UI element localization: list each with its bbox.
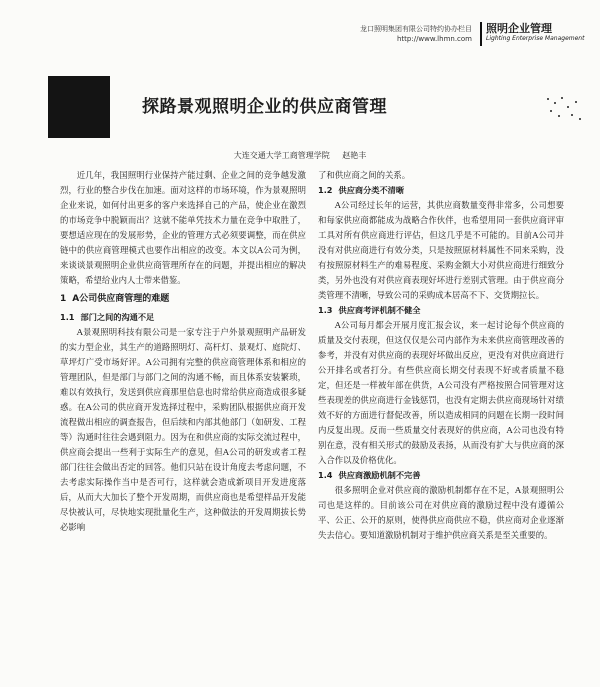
body-paragraph: A景观照明科技有限公司是一家专注于户外景观照明产品研发的实力型企业，其生产的道路照明灯、高杆灯、景观灯、庭院灯、草坪灯广受市场好评。A公司拥有完整的供应商管理体系和相应的管理团队，但是部门与部门之间的沟通不畅，而且体系安装繁琐，难以有效执行，发送到供应商那里信息也时常给供应商造成很多疑惑。在A公司的供应商开发选择过程中，采购团队根据供应商开发流程做出相应的调查报告，但后续和内部其他部门（如研发、工程等）沟通时往往会遇到阻力。因为在和供应商的实际交流过程中，供应商会提出一些利于实际生产的意见，但A公司的研发或者工程部门往往会做出否定的回答。他们只站在设计角度去考虑问题，不去考虑实际操作当中是否可行，这样就会造成新项目开发进度落后，从而大大加长了整个开发周期，而供应商也是希望样品开发能尽快被认可，尽快地实现批量化生产，这种做法的开发周期拔长势必影响 — [60, 327, 306, 532]
subsection-title: 供应商分类不清晰 — [338, 185, 405, 195]
right-column — [318, 168, 564, 543]
article-title: 探路景观照明企业的供应商管理 — [142, 97, 387, 117]
continued-paragraph: 了和供应商之间的关系。 — [318, 170, 411, 180]
section-heading — [60, 292, 306, 307]
subsection-heading — [318, 468, 564, 483]
decorative-dots — [545, 96, 583, 122]
subsection-title: 部门之间的沟通不足 — [80, 312, 155, 322]
subsection-heading — [318, 183, 564, 198]
decorative-block — [48, 76, 110, 138]
brand-cn: 照明企业管理 — [486, 22, 552, 35]
subsection-number: 1.4 — [318, 470, 333, 480]
intro-paragraph: 近几年，我国照明行业保持产能过剩、企业之间的竞争越发激烈，行业的整合步伐在加速。面对这样的市场环境，作为景观照明企业来说，如何付出更多的客户来选择自己的产品，使企业在激烈的市场竞争中脱颖而出？这就不能单凭技术力量在竞争中取胜了，要想适应现在的发展形势，企业的管理方式必须要调整，而在供应链中的供应商管理模式也要作出相应的改变。本文以A公司为例，来谈谈景观照明企业供应商管理所存在的问题，并提出相应的解决策略，希望给业内人士带来借鉴。 — [60, 170, 306, 285]
section-number: 1 — [60, 294, 67, 304]
affiliation: 大连交通大学工商管理学院 — [233, 151, 330, 160]
header-url: http://www.lhmn.com — [396, 35, 472, 43]
body-paragraph: A公司每月都会开展月度汇报会议，来一起讨论每个供应商的质量及交付表现，但这仅仅是公司内部作为未来供应商管理改善的参考，并没有对供应商的表现好坏做出反应，更没有对供应商进行公开排名或者打分。有些供应商长期交付表现不好或者质量不稳定，但还是一样被年部在供货，A公司没有严格按照合同管理对这些表现差的供应商进行金钱惩罚，也没有定期去供应商现场针对绩效不好的方面进行督促改善，所以造成相同的问题在长期一段时间内反复出现。反而一些质量交付表现好的供应商，A公司也没有特别在意，没有相关形式的鼓励及表扬，从而没有扩大与供应商的深入合作以及价格优化。 — [318, 320, 564, 465]
body-paragraph: 很多照明企业对供应商的激励机制都存在不足，A景观照明公司也是这样的。目前该公司在对供应商的激励过程中没有遵循公平、公正、公开的原则，使得供应商供应不稳，供应商对企业逐渐失去信心。要知道激励机制对于维护供应商关系是至关重要的。 — [318, 485, 564, 540]
section-title: A公司供应商管理的难题 — [72, 294, 170, 304]
brand-en: Lighting Enterprise Management — [486, 35, 585, 42]
author: 赵艳丰 — [342, 151, 367, 160]
subsection-number: 1.3 — [318, 305, 333, 315]
subsection-heading — [60, 310, 306, 325]
subsection-number: 1.1 — [60, 312, 75, 322]
body-paragraph: A公司经过长年的运营，其供应商数量变得非常多，公司想要和每家供应商都能成为战略合作伙伴，也希望用同一套供应商评审工具对所有供应商进行评估，但这几乎是不可能的。目前A公司并没有对供应商进行有效分类，只是按照原材料属性不同来采购，没有按照原材料生产的难易程度、采购金额大小对供应商进行细致分类，另外也没有对供应商表现好坏进行差别式管理。由于供应商分类管理不清晰，导致公司的采购成本居高不下、交货期拉长。 — [318, 200, 564, 300]
column-brand — [486, 22, 585, 43]
left-column — [60, 168, 306, 535]
header-sponsor: 龙口照明集团有限公司特约协办栏目 — [360, 25, 472, 33]
header-meta — [360, 24, 472, 44]
page-header — [280, 22, 585, 48]
byline — [0, 150, 600, 161]
subsection-heading — [318, 303, 564, 318]
header-divider — [480, 22, 482, 46]
subsection-title: 供应商激励机制不完善 — [338, 470, 421, 480]
subsection-number: 1.2 — [318, 185, 333, 195]
subsection-title: 供应商考评机制不健全 — [338, 305, 421, 315]
